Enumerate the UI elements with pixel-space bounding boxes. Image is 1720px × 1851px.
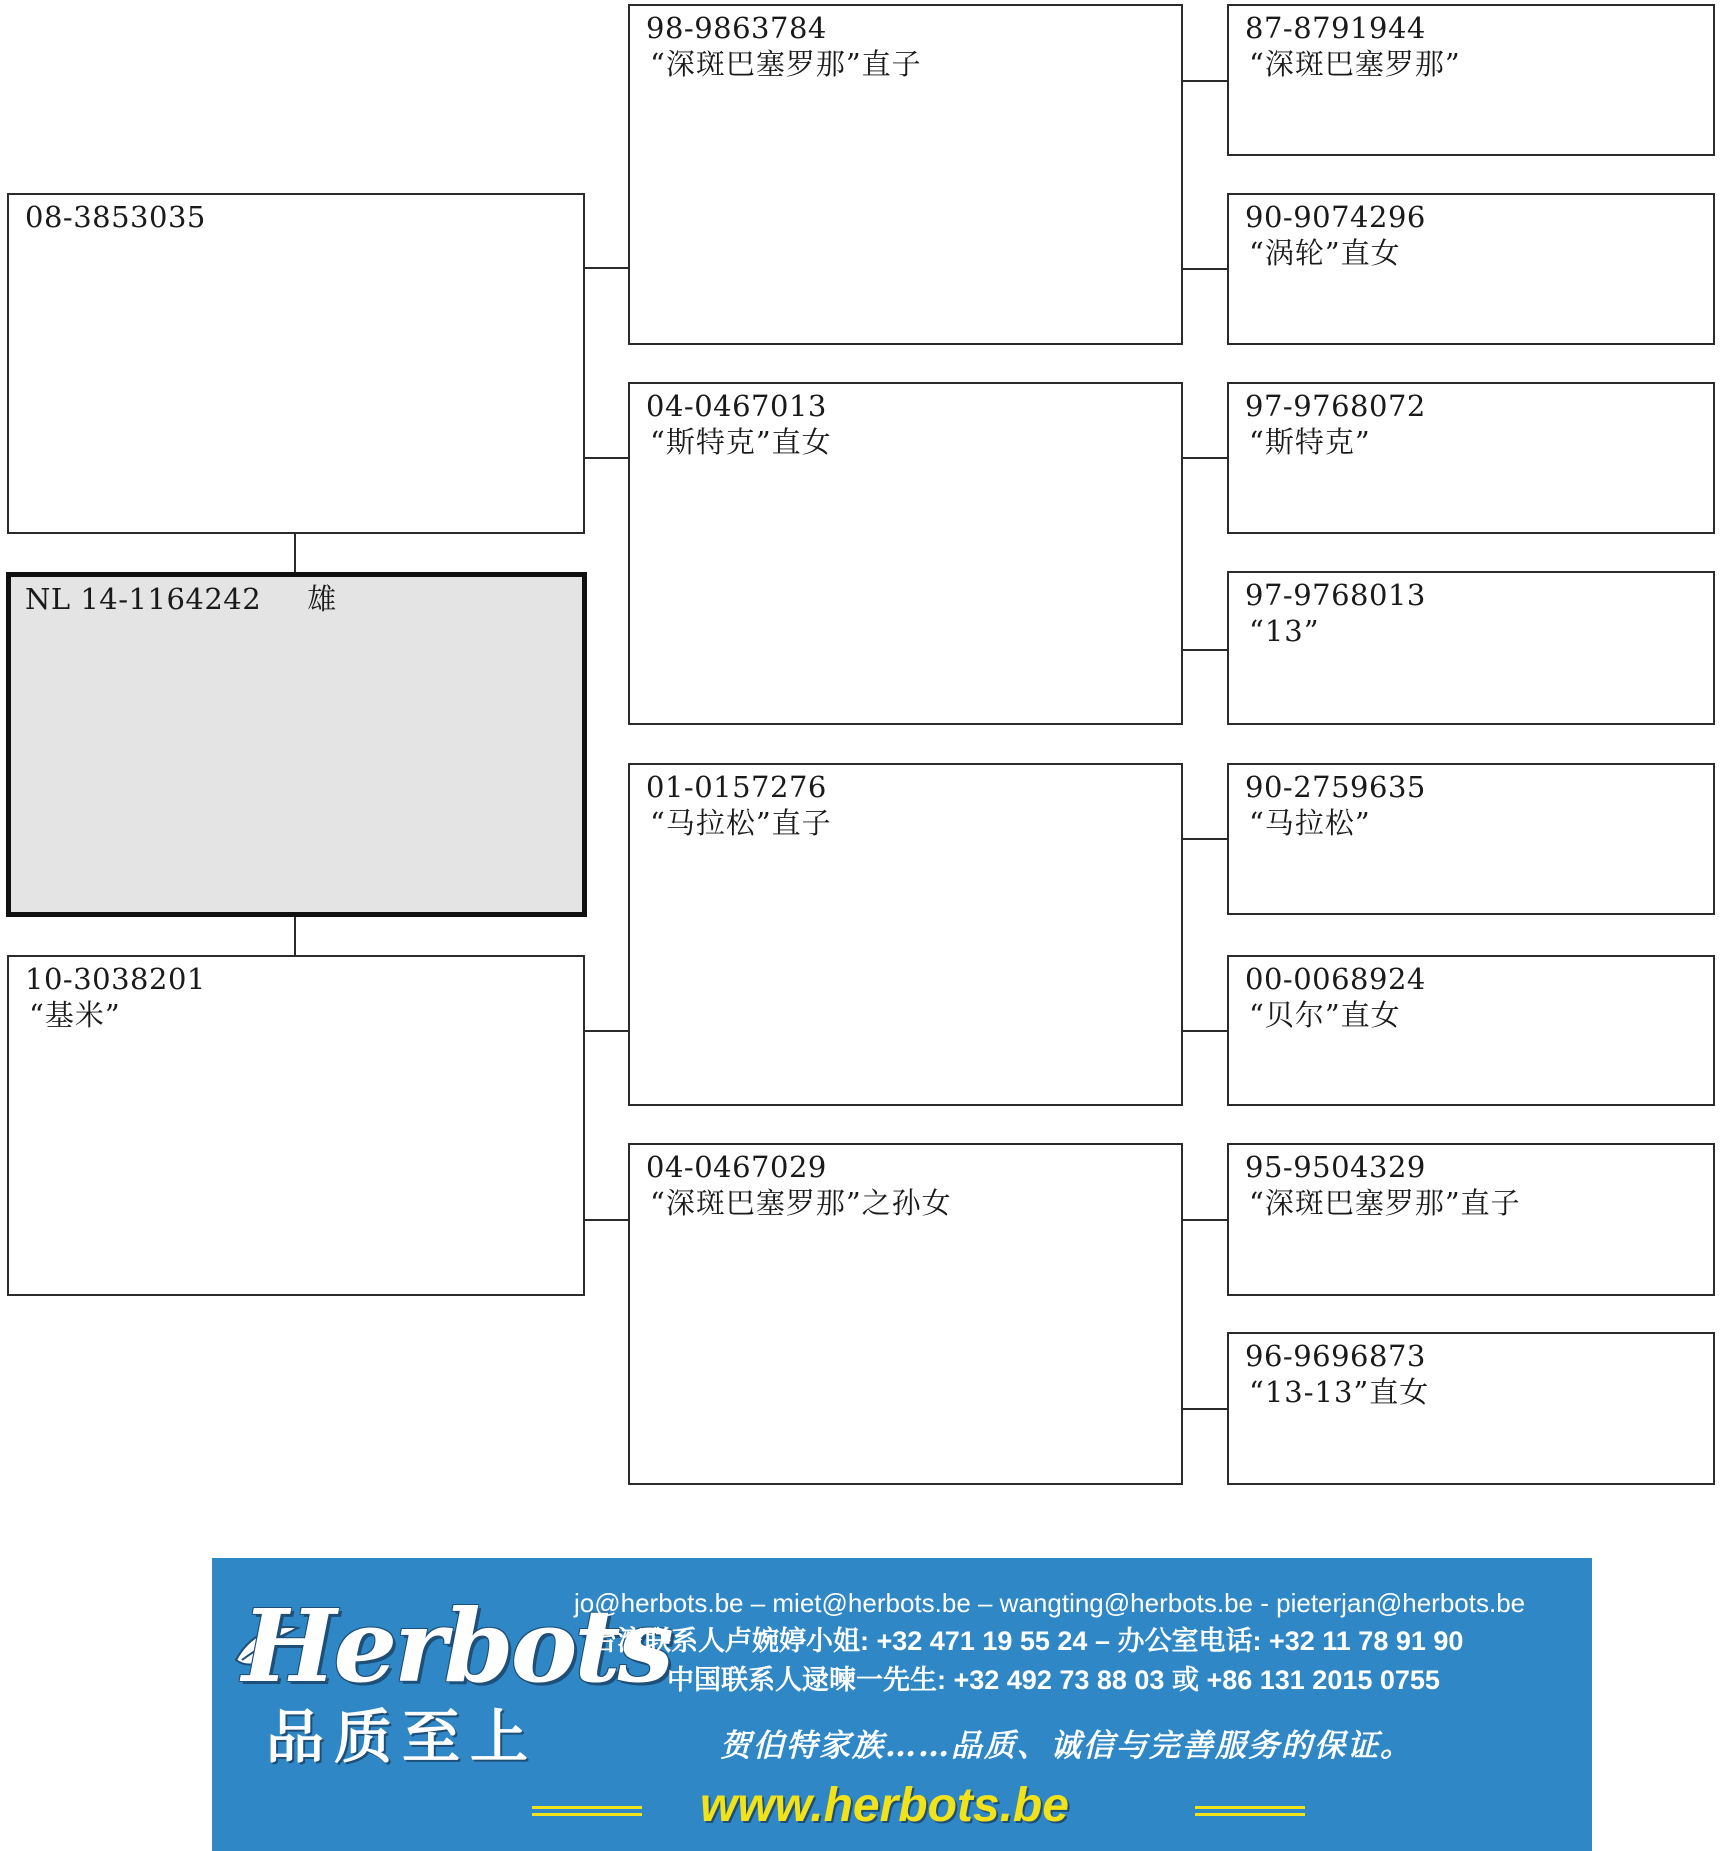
ring-number: 87-8791944 xyxy=(1245,11,1426,45)
divider-right xyxy=(1195,1806,1305,1816)
connector xyxy=(1182,1408,1228,1410)
great-grandparent-card xyxy=(1227,382,1715,534)
connector xyxy=(294,533,296,573)
connector xyxy=(584,1030,628,1032)
pigeon-name: “13” xyxy=(1249,614,1320,648)
great-grandparent-card xyxy=(1227,193,1715,345)
connector xyxy=(1182,1219,1228,1221)
dam-sire-card xyxy=(628,763,1183,1106)
dam-card xyxy=(7,955,585,1296)
connector xyxy=(1182,1030,1228,1032)
sire-dam-card xyxy=(628,382,1183,725)
pigeon-name: “深斑巴塞罗那” xyxy=(1249,47,1461,81)
pigeon-name: “深斑巴塞罗那”之孙女 xyxy=(650,1186,952,1220)
connector xyxy=(1182,80,1228,82)
great-grandparent-card xyxy=(1227,955,1715,1106)
ring-number: 95-9504329 xyxy=(1245,1150,1426,1184)
pigeon-name: “基米” xyxy=(29,998,121,1032)
great-grandparent-card xyxy=(1227,1332,1715,1485)
ring-number: 97-9768072 xyxy=(1245,389,1426,423)
great-grandparent-card xyxy=(1227,1143,1715,1296)
dam-dam-card xyxy=(628,1143,1183,1485)
ring-number: 01-0157276 xyxy=(646,770,827,804)
sire-sire-card xyxy=(628,4,1183,345)
ring-number: 00-0068924 xyxy=(1245,962,1426,996)
subject-ring: NL 14-1164242 xyxy=(25,582,262,616)
sire-card xyxy=(7,193,585,534)
connector xyxy=(584,267,628,269)
pigeon-name: “13-13”直女 xyxy=(1249,1375,1430,1409)
great-grandparent-card xyxy=(1227,4,1715,156)
slogan: 品质至上 xyxy=(266,1703,539,1771)
pigeon-name: “深斑巴塞罗那”直子 xyxy=(650,47,922,81)
pigeon-name: “深斑巴塞罗那”直子 xyxy=(1249,1186,1521,1220)
connector xyxy=(1182,838,1228,840)
connector xyxy=(1182,457,1228,459)
connector xyxy=(1182,268,1228,270)
pigeon-name: “马拉松” xyxy=(1249,806,1371,840)
sex-label: 雄 xyxy=(307,582,337,616)
ring-number: 04-0467029 xyxy=(646,1150,827,1184)
connector xyxy=(584,1219,628,1221)
taiwan-contact: 台湾联系人卢婉婷小姐: +32 471 19 55 24 – 办公室电话: +32 11 78 91 90 xyxy=(590,1626,1464,1656)
subject-card xyxy=(6,572,587,917)
pigeon-name: “贝尔”直女 xyxy=(1249,998,1401,1032)
ring-number: 10-3038201 xyxy=(25,962,206,996)
motto: 贺伯特家族……品质、诚信与完善服务的保证。 xyxy=(720,1728,1413,1764)
connector xyxy=(584,457,628,459)
divider-left xyxy=(532,1806,642,1816)
great-grandparent-card xyxy=(1227,571,1715,725)
connector xyxy=(1182,649,1228,651)
connector xyxy=(294,915,296,955)
ring-number: 04-0467013 xyxy=(646,389,827,423)
ring-number: 08-3853035 xyxy=(25,200,206,234)
china-contact: 中国联系人逯暕一先生: +32 492 73 88 03 或 +86 131 2015 0755 xyxy=(667,1665,1440,1695)
herbots-logo: Herbots xyxy=(242,1587,671,1705)
great-grandparent-card xyxy=(1227,763,1715,915)
herbots-banner xyxy=(212,1558,1592,1851)
ring-number xyxy=(25,581,582,617)
email-contacts: jo@herbots.be – miet@herbots.be – wangting@herbots.be - pieterjan@herbots.be xyxy=(574,1588,1526,1618)
ring-number: 98-9863784 xyxy=(646,11,827,45)
pigeon-name: “涡轮”直女 xyxy=(1249,236,1401,270)
ring-number: 97-9768013 xyxy=(1245,578,1426,612)
pigeon-name: “斯特克” xyxy=(1249,425,1371,459)
ring-number: 96-9696873 xyxy=(1245,1339,1426,1373)
ring-number: 90-9074296 xyxy=(1245,200,1426,234)
pigeon-name: “斯特克”直女 xyxy=(650,425,832,459)
pigeon-name: “马拉松”直子 xyxy=(650,806,832,840)
ring-number: 90-2759635 xyxy=(1245,770,1426,804)
website-link[interactable]: www.herbots.be xyxy=(700,1779,1069,1832)
